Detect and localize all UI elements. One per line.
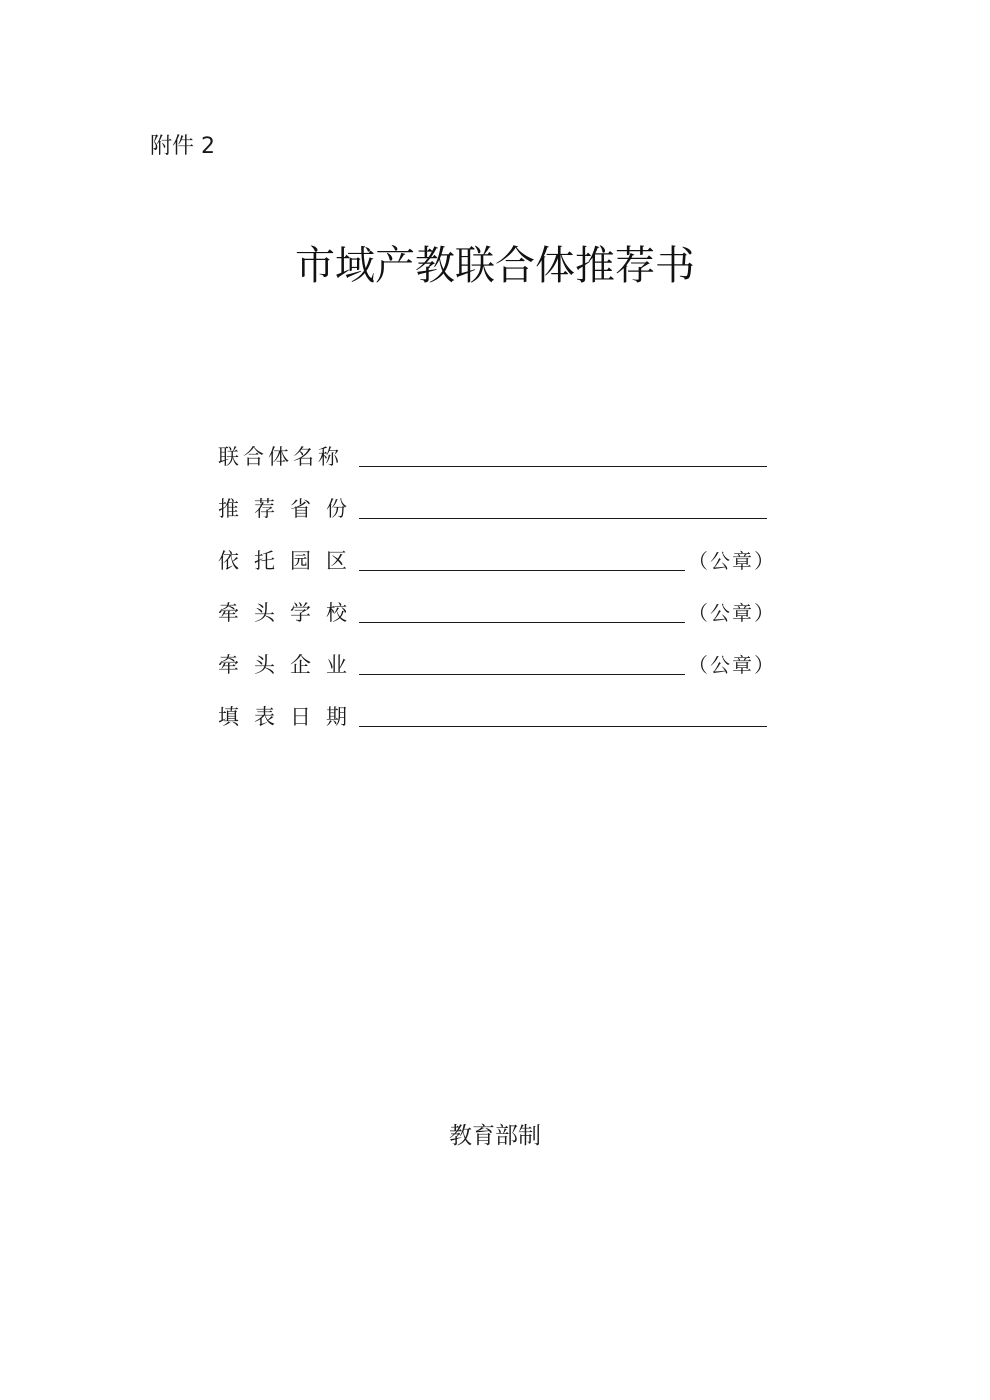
lead-school-seal-note: （公章） <box>688 601 776 625</box>
province-field[interactable] <box>359 518 767 519</box>
field-label-park: 依托园区 <box>218 549 362 573</box>
page-title: 市域产教联合体推荐书 <box>295 243 695 289</box>
field-label-province: 推荐省份 <box>218 497 362 521</box>
form-row-fill-date <box>218 700 778 752</box>
form-row-lead-school <box>218 596 778 648</box>
form-row-consortium-name <box>218 440 778 492</box>
park-field[interactable] <box>359 570 685 571</box>
field-label-lead-enterprise: 牵头企业 <box>218 653 362 677</box>
field-label-fill-date: 填表日期 <box>218 705 362 729</box>
attachment-label: 附件 2 <box>150 134 215 159</box>
form-row-lead-enterprise <box>218 648 778 700</box>
recommendation-form <box>218 440 778 752</box>
lead-enterprise-field[interactable] <box>359 674 685 675</box>
field-label-lead-school: 牵头学校 <box>218 601 362 625</box>
consortium-name-field[interactable] <box>359 466 767 467</box>
fill-date-field[interactable] <box>359 726 767 727</box>
lead-enterprise-seal-note: （公章） <box>688 653 776 677</box>
lead-school-field[interactable] <box>359 622 685 623</box>
form-row-park <box>218 544 778 596</box>
issuer-footer: 教育部制 <box>449 1123 541 1149</box>
park-seal-note: （公章） <box>688 549 776 573</box>
form-row-province <box>218 492 778 544</box>
field-label-consortium-name: 联合体名称 <box>218 445 343 469</box>
